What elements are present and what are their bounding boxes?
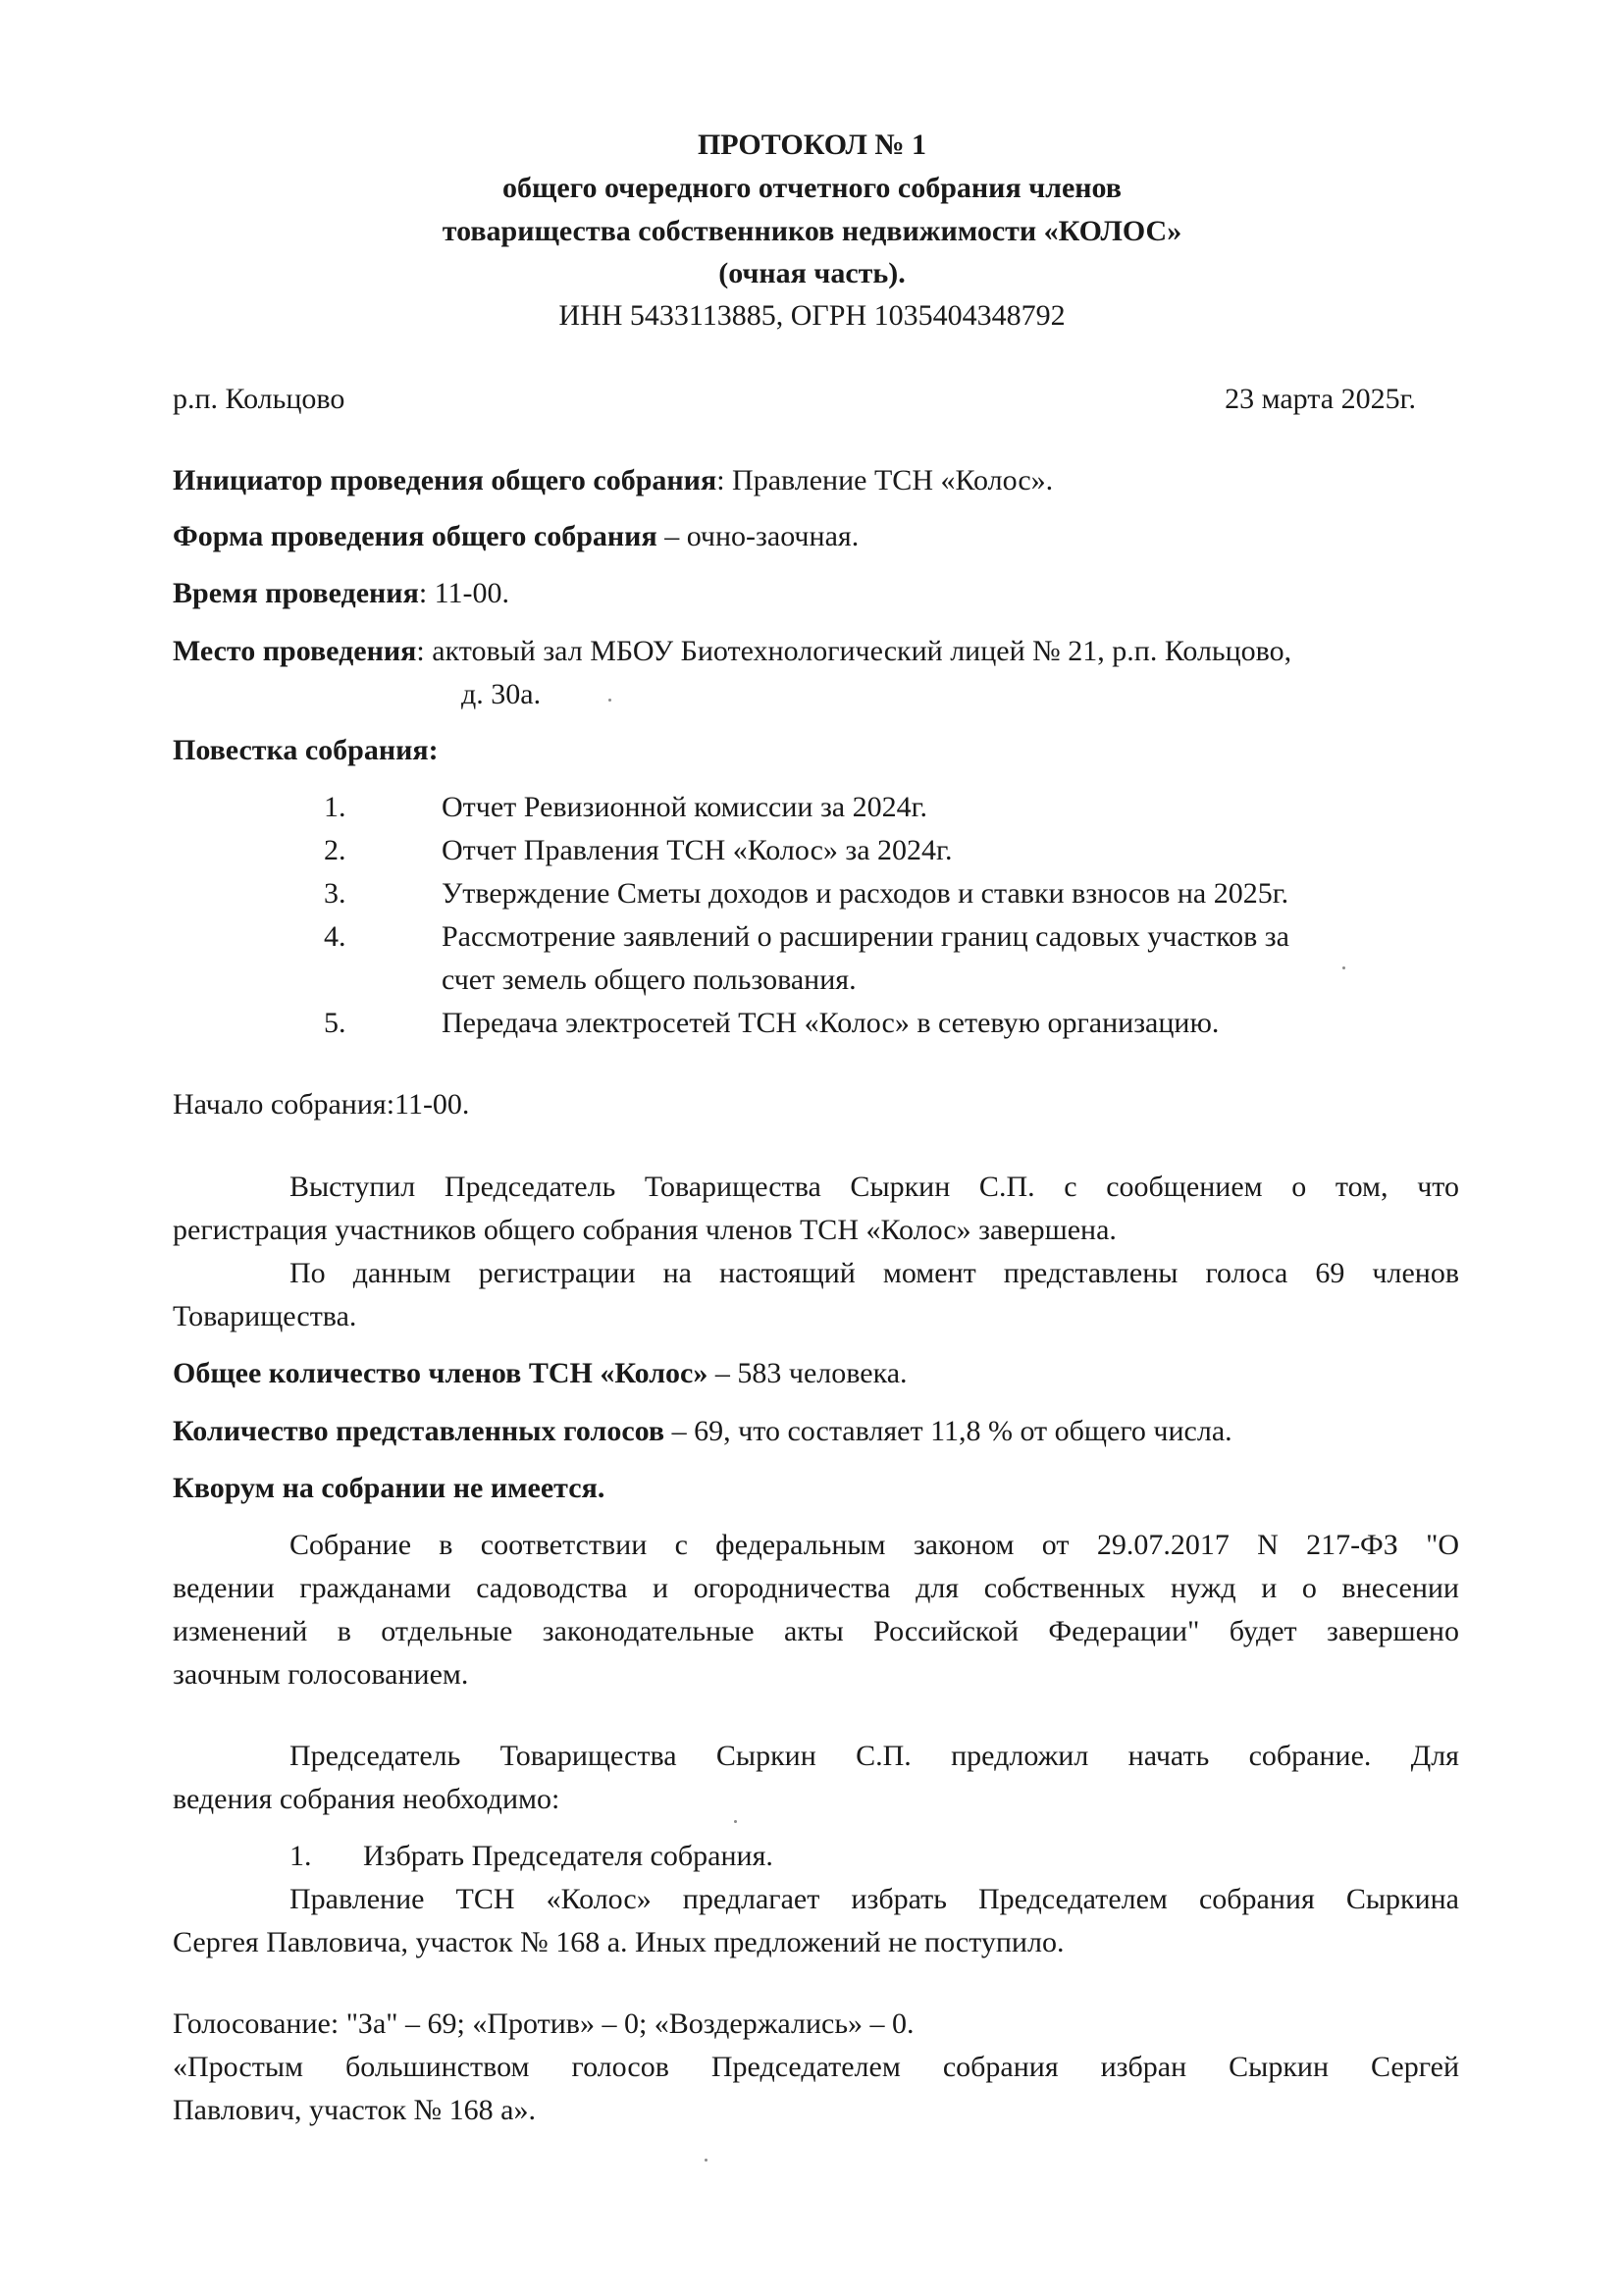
venue-continuation: д. 30а. [461, 678, 542, 710]
quorum-statement: Кворум на собрании не имеется. [173, 1472, 605, 1504]
paragraph-line: заочным голосованием. [173, 1658, 469, 1691]
initiator-value: : Правление ТСН «Колос». [716, 464, 1054, 496]
list-item-number: 1. [289, 1840, 312, 1872]
document-title: ПРОТОКОЛ № 1 [697, 129, 927, 161]
total-members-row [173, 1352, 908, 1395]
document-subtitle-line-3: (очная часть). [718, 257, 906, 289]
agenda-item-text: Отчет Правления ТСН «Колос» за 2024г. [442, 834, 953, 866]
time-label: Время проведения [173, 577, 419, 609]
meeting-start: Начало собрания:11-00. [173, 1088, 470, 1121]
agenda-item-number: 2. [324, 834, 346, 866]
list-item-text: Избрать Председателя собрания. [363, 1840, 773, 1872]
paragraph-line: По данным регистрации на настоящий момент представлены голоса 69 членов [289, 1257, 1459, 1289]
paragraph-line: Правление ТСН «Колос» предлагает избрать Председателем собрания Сыркина [289, 1883, 1459, 1915]
agenda-item-continuation: счет земель общего пользования. [442, 964, 857, 996]
initiator-row [173, 459, 1053, 502]
paragraph-line: Собрание в соответствии с федеральным законом от 29.07.2017 N 217-ФЗ "О [289, 1529, 1459, 1561]
paragraph-line: Сергея Павловича, участок № 168 а. Иных предложений не поступило. [173, 1926, 1065, 1958]
paragraph-line: «Простым большинством голосов Председателем собрания избран Сыркин Сергей [173, 2051, 1459, 2083]
agenda-item-text: Передача электросетей ТСН «Колос» в сетевую организацию. [442, 1007, 1220, 1039]
initiator-label: Инициатор проведения общего собрания [173, 464, 717, 496]
votes-row [173, 1410, 1232, 1453]
document-subtitle-line-1: общего очередного отчетного собрания членов [502, 172, 1122, 204]
form-row [173, 515, 859, 558]
venue-label: Место проведения [173, 635, 417, 667]
scan-speck [608, 699, 611, 702]
scan-speck [705, 2159, 707, 2162]
registration-ids: ИНН 5433113885, ОГРН 1035404348792 [558, 299, 1066, 332]
form-label: Форма проведения общего собрания [173, 520, 657, 552]
form-value: – очно-заочная. [656, 520, 860, 552]
document-subtitle-line-2: товарищества собственников недвижимости «КОЛОС» [442, 215, 1182, 247]
paragraph-line: ведения собрания необходимо: [173, 1783, 560, 1815]
votes-value: – 69, что составляет 11,8 % от общего числа. [664, 1415, 1232, 1447]
agenda-item-number: 1. [324, 791, 346, 823]
scan-speck [734, 1820, 737, 1823]
venue-row [173, 630, 1291, 673]
agenda-item-number: 4. [324, 920, 346, 953]
paragraph-line: изменений в отдельные законодательные акты Российской Федерации" будет завершено [173, 1615, 1459, 1647]
scan-speck [1342, 966, 1345, 969]
agenda-item-text: Отчет Ревизионной комиссии за 2024г. [442, 791, 928, 823]
agenda-item-text: Рассмотрение заявлений о расширении границ садовых участков за [442, 920, 1289, 953]
time-row [173, 572, 509, 615]
time-value: : 11-00. [418, 577, 510, 609]
place: р.п. Кольцово [173, 383, 345, 415]
paragraph-line: Выступил Председатель Товарищества Сыркин С.П. с сообщением о том, что [289, 1171, 1459, 1203]
paragraph-line: Председатель Товарищества Сыркин С.П. предложил начать собрание. Для [289, 1740, 1459, 1772]
total-members-value: – 583 человека. [707, 1357, 908, 1389]
date: 23 марта 2025г. [1225, 383, 1416, 415]
total-members-label: Общее количество членов ТСН «Колос» [173, 1357, 708, 1389]
agenda-item-number: 5. [324, 1007, 346, 1039]
votes-label: Количество представленных голосов [173, 1415, 665, 1447]
venue-value: : актовый зал МБОУ Биотехнологический лицей № 21, р.п. Кольцово, [416, 635, 1292, 667]
agenda-item-text: Утверждение Сметы доходов и расходов и ставки взносов на 2025г. [442, 877, 1289, 910]
agenda-heading: Повестка собрания: [173, 734, 439, 766]
vote-result: Голосование: "За" – 69; «Против» – 0; «Воздержались» – 0. [173, 2007, 915, 2040]
paragraph-line: ведении гражданами садоводства и огородничества для собственных нужд и о внесении [173, 1572, 1459, 1604]
paragraph-line: регистрация участников общего собрания членов ТСН «Колос» завершена. [173, 1214, 1117, 1246]
paragraph-line: Товарищества. [173, 1300, 357, 1332]
agenda-item-number: 3. [324, 877, 346, 910]
paragraph-line: Павлович, участок № 168 а». [173, 2094, 536, 2126]
